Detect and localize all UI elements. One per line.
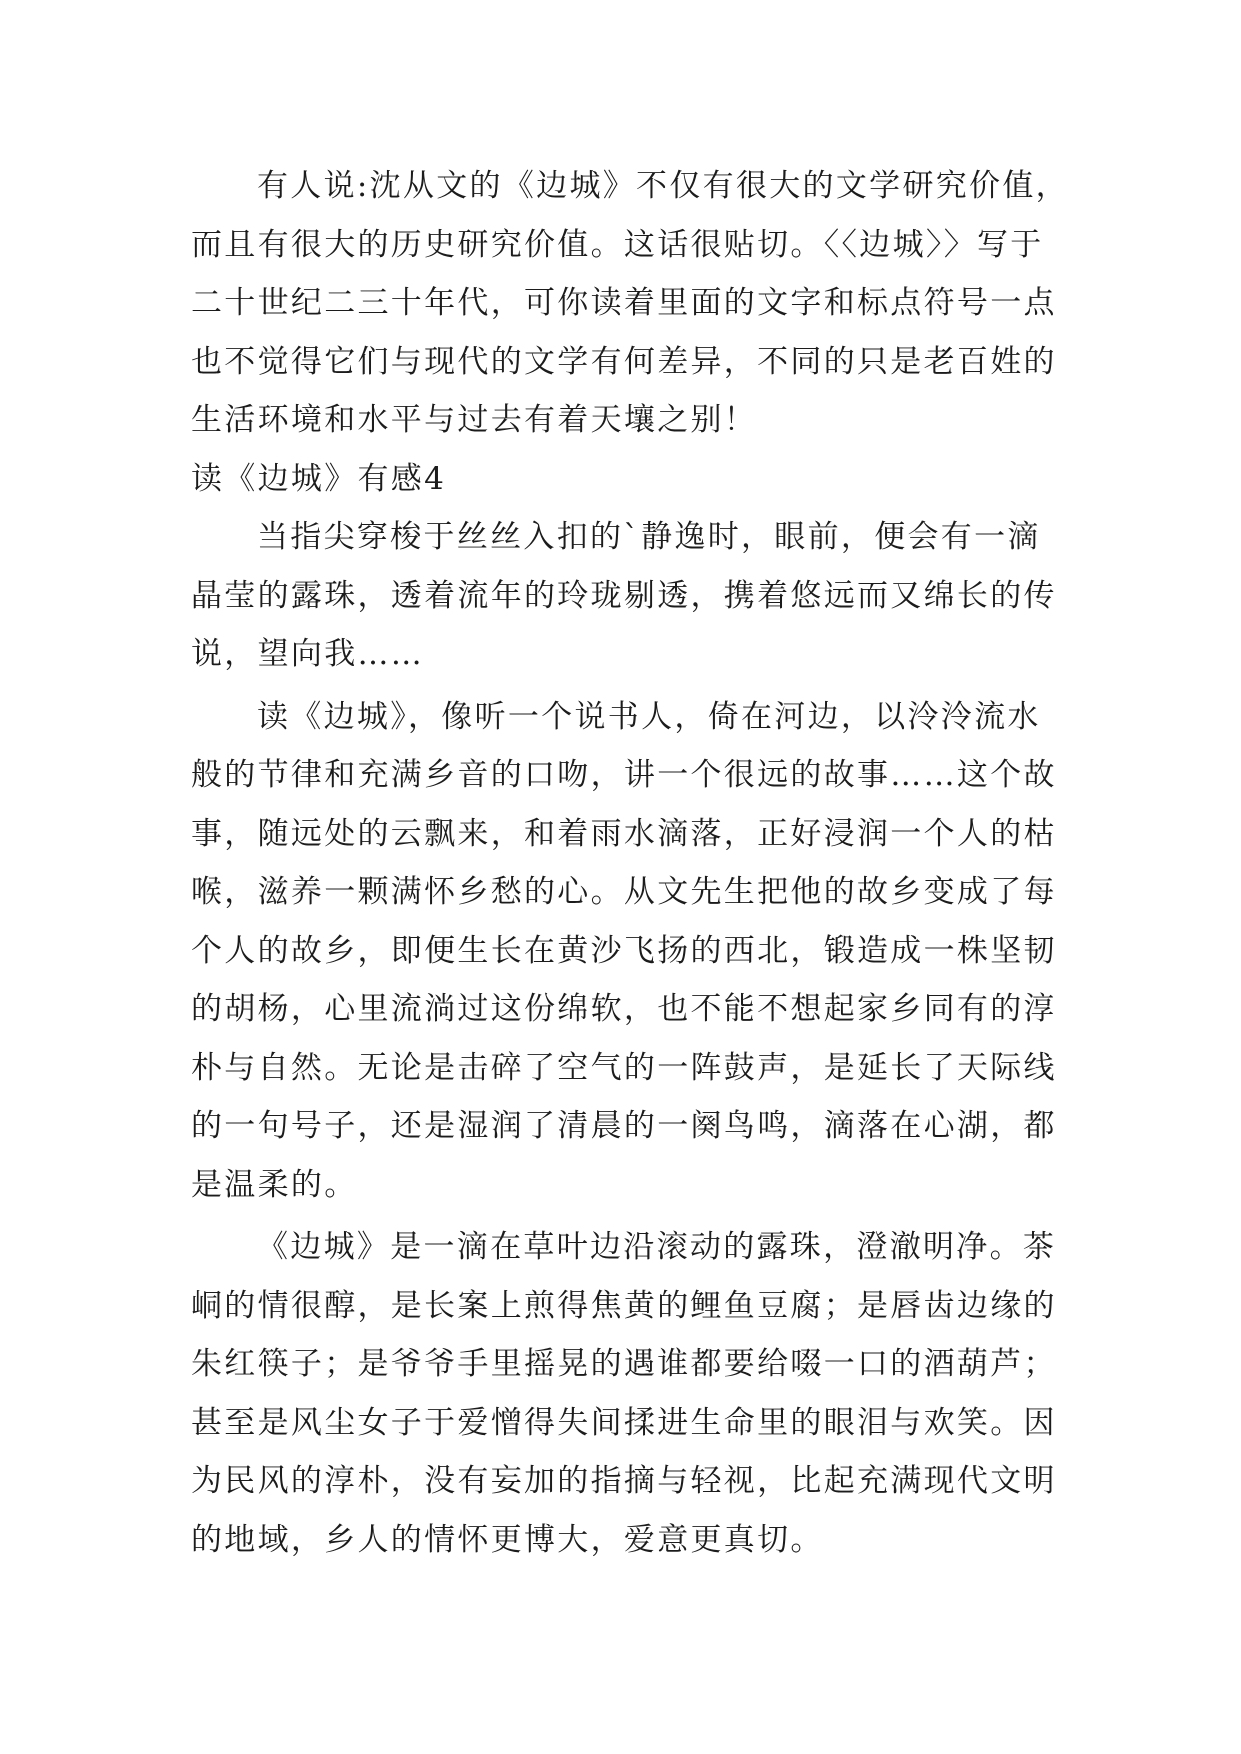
text-line: 般的节律和充满乡音的口吻，讲一个很远的故事……这个故: [191, 757, 1057, 793]
paragraph: [191, 157, 1241, 450]
text-line: 峒的情很醇，是长案上煎得焦黄的鲤鱼豆腐；是唇齿边缘的: [191, 1287, 1057, 1324]
text-line: 《边城》是一滴在草叶边沿滚动的露珠，澄澈明净。茶: [257, 1229, 1057, 1265]
text-line: 喉，滋养一颗满怀乡愁的心。从文先生把他的故乡变成了每: [191, 874, 1057, 910]
text-line: 事，随远处的云飘来，和着雨水滴落，正好浸润一个人的枯: [191, 815, 1057, 852]
text-line: 朴与自然。无论是击碎了空气的一阵鼓声，是延长了天际线: [191, 1049, 1057, 1086]
text-line: 是温柔的。: [191, 1166, 358, 1203]
text-line: 的胡杨，心里流淌过这份绵软，也不能不想起家乡同有的淳: [191, 991, 1057, 1027]
text-line: 的地域，乡人的情怀更博大，爱意更真切。: [191, 1521, 824, 1558]
text-line: 当指尖穿梭于丝丝入扣的`静逸时，眼前，便会有一滴: [257, 519, 1041, 555]
text-line: 朱红筷子；是爷爷手里摇晃的遇谁都要给啜一口的酒葫芦；: [191, 1346, 1057, 1382]
text-line: 甚至是风尘女子于爱憎得失间揉进生命里的眼泪与欢笑。因: [191, 1404, 1057, 1441]
text-line: 的一句号子，还是湿润了清晨的一阕鸟鸣，滴落在心湖，都: [191, 1108, 1057, 1144]
text-line: 也不觉得它们与现代的文学有何差异，不同的只是老百姓的: [191, 343, 1057, 380]
text-line: 有人说:沈从文的《边城》不仅有很大的文学研究价值，: [257, 168, 1069, 204]
text-line: 生活环境和水平与过去有着天壤之别！: [191, 402, 758, 438]
paragraph: [191, 1218, 1241, 1569]
paragraph: [191, 688, 1241, 1215]
text-line: 读《边城》，像听一个说书人，倚在河边，以泠泠流水: [257, 698, 1041, 735]
paragraph: [191, 508, 1241, 684]
text-line: 二十世纪二三十年代，可你读着里面的文字和标点符号一点: [191, 285, 1057, 321]
text-line: 晶莹的露珠，透着流年的玲珑剔透，携着悠远而又绵长的传: [191, 577, 1057, 614]
section-heading: 读《边城》有感4: [191, 460, 447, 497]
text-line: 而且有很大的历史研究价值。这话很贴切。〈〈边城〉〉写于: [191, 226, 1044, 263]
text-line: 个人的故乡，即便生长在黄沙飞扬的西北，锻造成一株坚韧: [191, 932, 1057, 969]
text-line: 为民风的淳朴，没有妄加的指摘与轻视，比起充满现代文明: [191, 1463, 1057, 1499]
text-line: 说，望向我……: [191, 636, 425, 672]
